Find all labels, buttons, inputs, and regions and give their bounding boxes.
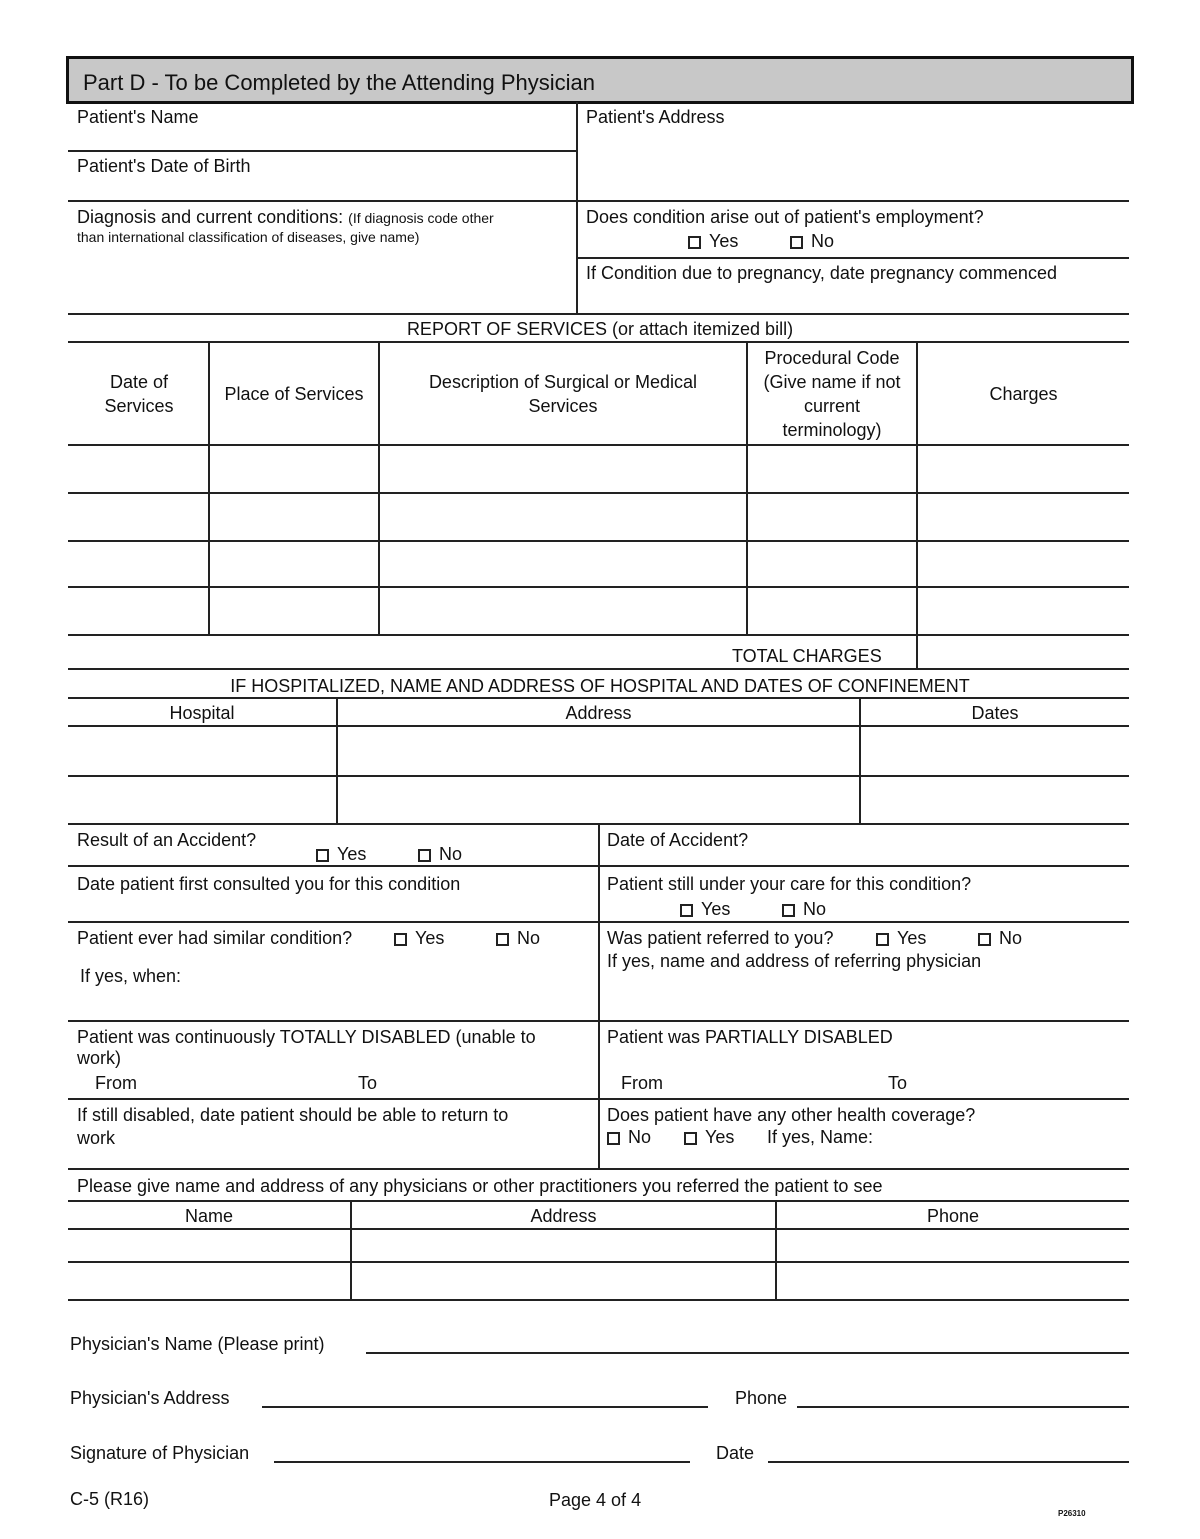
col-header-procedural-code: Procedural Code (Give name if not current terminology)	[763, 347, 901, 440]
physician-phone-label: Phone	[735, 1388, 788, 1408]
partial-disability-to-field[interactable]: To	[888, 1073, 908, 1093]
checkbox-icon	[782, 904, 795, 917]
col-header-charges: Charges	[989, 383, 1058, 404]
checkbox-icon	[607, 1132, 620, 1145]
accident-yes-checkbox[interactable]	[316, 843, 366, 865]
checkbox-icon	[790, 236, 803, 249]
option-label: No	[439, 844, 463, 864]
option-label: No	[811, 231, 835, 251]
patient-name-field[interactable]: Patient's Name	[77, 107, 199, 127]
patient-dob-field[interactable]: Patient's Date of Birth	[77, 156, 251, 176]
col-header-hospital-address: Address	[565, 703, 632, 723]
form-id: C-5 (R16)	[70, 1489, 150, 1509]
physician-signature-label: Signature of Physician	[70, 1443, 250, 1463]
total-disability-to-field[interactable]: To	[358, 1073, 378, 1093]
referred-no-checkbox[interactable]	[978, 927, 1022, 949]
option-label: Yes	[337, 844, 367, 864]
col-header-referral-address: Address	[530, 1206, 597, 1226]
referred-question: Was patient referred to you?	[607, 928, 834, 948]
col-header-description: Description of Surgical or Medical Services	[428, 371, 698, 416]
signature-date-label: Date	[716, 1443, 755, 1463]
option-label: No	[628, 1127, 652, 1147]
services-title: REPORT OF SERVICES (or attach itemized bill)	[406, 319, 794, 339]
referring-physician-field[interactable]: If yes, name and address of referring physician	[607, 951, 982, 971]
if-yes-when-field[interactable]: If yes, when:	[80, 966, 182, 986]
checkbox-icon	[876, 933, 889, 946]
other-coverage-yes-checkbox[interactable]	[684, 1126, 734, 1148]
first-consult-field[interactable]: Date patient first consulted you for this condition	[77, 874, 461, 894]
similar-condition-no-checkbox[interactable]	[496, 927, 540, 949]
col-header-date-of-services: Date of Services	[104, 371, 174, 416]
still-under-care-yes-checkbox[interactable]	[680, 898, 730, 920]
hospital-title: IF HOSPITALIZED, NAME AND ADDRESS OF HOSPITAL AND DATES OF CONFINEMENT	[230, 676, 970, 696]
totally-disabled-label-line2: work)	[77, 1048, 121, 1068]
totally-disabled-label: Patient was continuously TOTALLY DISABLED (unable to	[77, 1027, 536, 1047]
checkbox-icon	[680, 904, 693, 917]
physician-name-input[interactable]	[366, 1352, 1129, 1354]
page-number: Page 4 of 4	[549, 1490, 642, 1510]
checkbox-icon	[684, 1132, 697, 1145]
still-under-care-question: Patient still under your care for this condition?	[607, 874, 972, 894]
employment-question: Does condition arise out of patient's employment?	[586, 207, 984, 227]
referrals-title: Please give name and address of any physicians or other practitioners you referred the patient to see	[77, 1176, 883, 1196]
option-label: Yes	[897, 928, 927, 948]
checkbox-icon	[496, 933, 509, 946]
col-header-dates: Dates	[971, 703, 1019, 723]
partially-disabled-label: Patient was PARTIALLY DISABLED	[607, 1027, 893, 1047]
similar-condition-question: Patient ever had similar condition?	[77, 928, 353, 948]
employment-no-checkbox[interactable]	[790, 230, 834, 252]
diagnosis-note: (If diagnosis code other	[348, 210, 494, 226]
option-label: No	[517, 928, 541, 948]
checkbox-icon	[978, 933, 991, 946]
pregnancy-date-field[interactable]: If Condition due to pregnancy, date pregnancy commenced	[586, 263, 1057, 283]
checkbox-icon	[418, 849, 431, 862]
physician-name-label: Physician's Name (Please print)	[70, 1334, 325, 1354]
physician-phone-input[interactable]	[797, 1406, 1129, 1408]
return-to-work-field[interactable]: If still disabled, date patient should be able to return to	[77, 1105, 509, 1125]
return-to-work-label-line2: work	[77, 1128, 116, 1148]
accident-no-checkbox[interactable]	[418, 843, 462, 865]
other-coverage-name-field[interactable]: If yes, Name:	[767, 1127, 874, 1147]
diagnosis-note-line2: than international classification of diseases, give name)	[77, 229, 420, 245]
col-header-referral-phone: Phone	[926, 1206, 980, 1226]
col-header-place-of-services: Place of Services	[224, 383, 364, 404]
diagnosis-label: Diagnosis and current conditions:	[77, 207, 344, 227]
option-label: No	[999, 928, 1023, 948]
option-label: Yes	[415, 928, 445, 948]
total-charges-label: TOTAL CHARGES	[732, 646, 882, 666]
col-header-hospital: Hospital	[169, 703, 235, 723]
physician-signature-input[interactable]	[274, 1461, 690, 1463]
accident-question: Result of an Accident?	[77, 830, 257, 850]
checkbox-icon	[316, 849, 329, 862]
option-label: Yes	[701, 899, 731, 919]
employment-yes-checkbox[interactable]	[688, 230, 738, 252]
other-coverage-no-checkbox[interactable]	[607, 1126, 651, 1148]
referred-yes-checkbox[interactable]	[876, 927, 926, 949]
total-disability-from-field[interactable]: From	[95, 1073, 137, 1093]
physician-address-input[interactable]	[262, 1406, 708, 1408]
physician-address-label: Physician's Address	[70, 1388, 230, 1408]
form-title: Part D - To be Completed by the Attending Physician	[83, 70, 595, 95]
checkbox-icon	[394, 933, 407, 946]
accident-date-field[interactable]: Date of Accident?	[607, 830, 749, 850]
form-header	[66, 56, 1134, 104]
form-code: P26310	[1058, 1509, 1086, 1518]
option-label: No	[803, 899, 827, 919]
option-label: Yes	[705, 1127, 735, 1147]
option-label: Yes	[709, 231, 739, 251]
col-header-referral-name: Name	[184, 1206, 233, 1226]
diagnosis-field[interactable]	[77, 206, 494, 228]
signature-date-input[interactable]	[768, 1461, 1129, 1463]
checkbox-icon	[688, 236, 701, 249]
other-coverage-question: Does patient have any other health coverage?	[607, 1105, 976, 1125]
partial-disability-from-field[interactable]: From	[621, 1073, 663, 1093]
similar-condition-yes-checkbox[interactable]	[394, 927, 444, 949]
patient-address-field[interactable]: Patient's Address	[586, 107, 725, 127]
still-under-care-no-checkbox[interactable]	[782, 898, 826, 920]
